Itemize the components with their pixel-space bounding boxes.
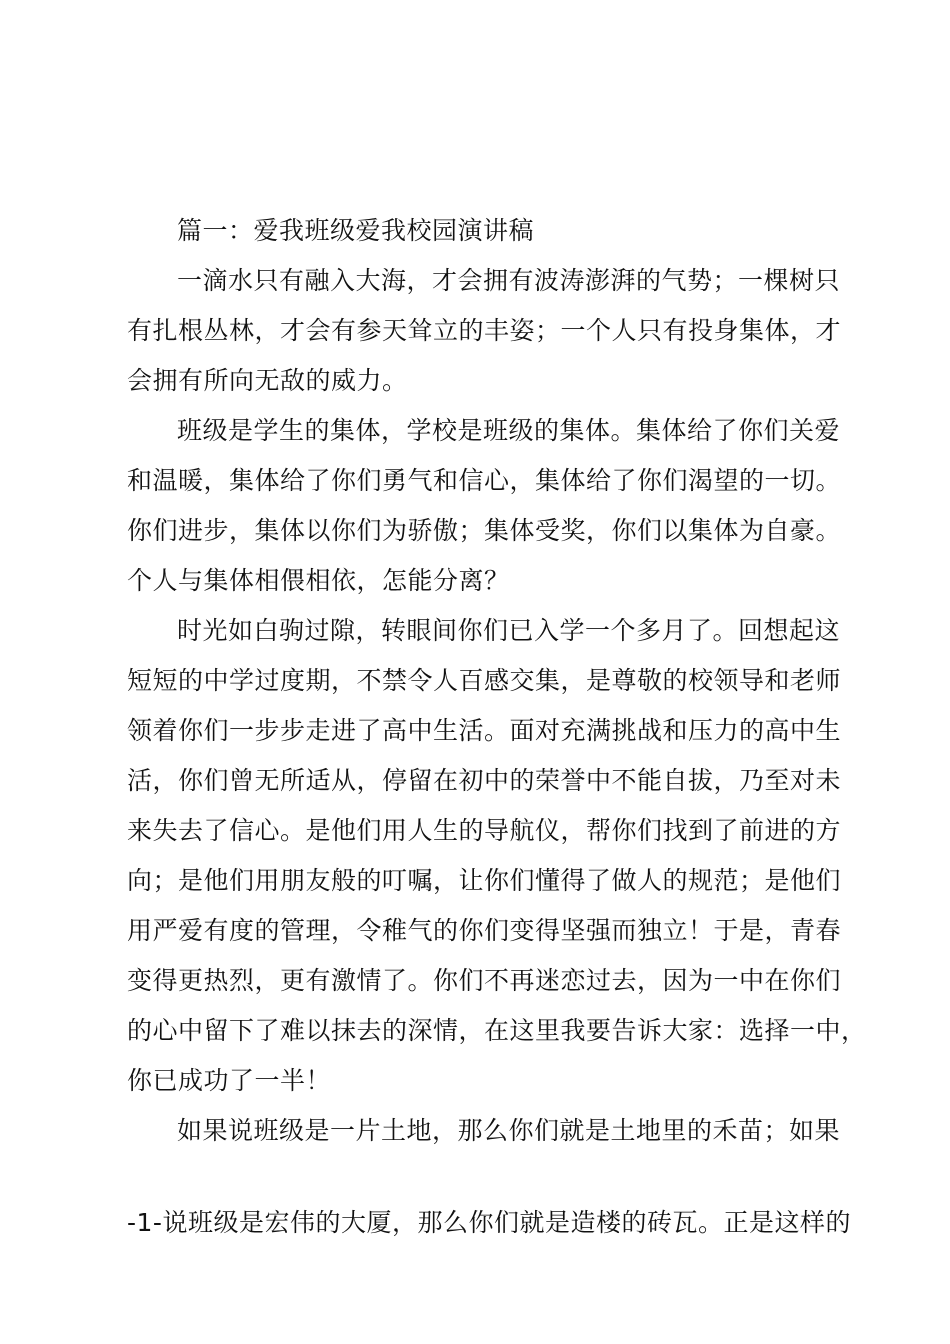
paragraph-line: 你已成功了一半！ <box>127 1066 332 1095</box>
document-title: 篇一：爱我班级爱我校园演讲稿 <box>177 216 535 245</box>
paragraph-line: 如果说班级是一片土地，那么你们就是土地里的禾苗；如果 <box>177 1116 841 1145</box>
paragraph-line: 活，你们曾无所适从，停留在初中的荣誉中不能自拔，乃至对未 <box>127 766 842 795</box>
paragraph-line: 会拥有所向无敌的威力。 <box>127 366 408 395</box>
page-number: -1- <box>127 1208 163 1237</box>
paragraph-line: 班级是学生的集体，学校是班级的集体。集体给了你们关爱 <box>177 416 841 445</box>
paragraph-line: 一滴水只有融入大海，才会拥有波涛澎湃的气势；一棵树只 <box>177 266 841 295</box>
paragraph-line: 领着你们一步步走进了高中生活。面对充满挑战和压力的高中生 <box>127 716 842 745</box>
page-footer-line <box>127 1206 851 1240</box>
paragraph-line: 用严爱有度的管理，令稚气的你们变得坚强而独立！于是，青春 <box>127 916 842 945</box>
paragraph-line: 你们进步，集体以你们为骄傲；集体受奖，你们以集体为自豪。 <box>127 516 842 545</box>
paragraph-line: 有扎根丛林，才会有参天耸立的丰姿；一个人只有投身集体，才 <box>127 316 842 345</box>
paragraph-line: 来失去了信心。是他们用人生的导航仪，帮你们找到了前进的方 <box>127 816 842 845</box>
paragraph-line: 时光如白驹过隙，转眼间你们已入学一个多月了。回想起这 <box>177 616 841 645</box>
paragraph-line: 向；是他们用朋友般的叮嘱，让你们懂得了做人的规范；是他们 <box>127 866 842 895</box>
paragraph-line: 个人与集体相偎相依，怎能分离？ <box>127 566 510 595</box>
paragraph-line: 变得更热烈，更有激情了。你们不再迷恋过去，因为一中在你们 <box>127 966 842 995</box>
paragraph-line: 短短的中学过度期，不禁令人百感交集，是尊敬的校领导和老师 <box>127 666 842 695</box>
paragraph-line: 和温暖，集体给了你们勇气和信心，集体给了你们渴望的一切。 <box>127 466 842 495</box>
continuation-text: 说班级是宏伟的大厦，那么你们就是造楼的砖瓦。正是这样的 <box>162 1208 851 1237</box>
paragraph-line: 的心中留下了难以抹去的深情，在这里我要告诉大家：选择一中， <box>127 1016 867 1045</box>
